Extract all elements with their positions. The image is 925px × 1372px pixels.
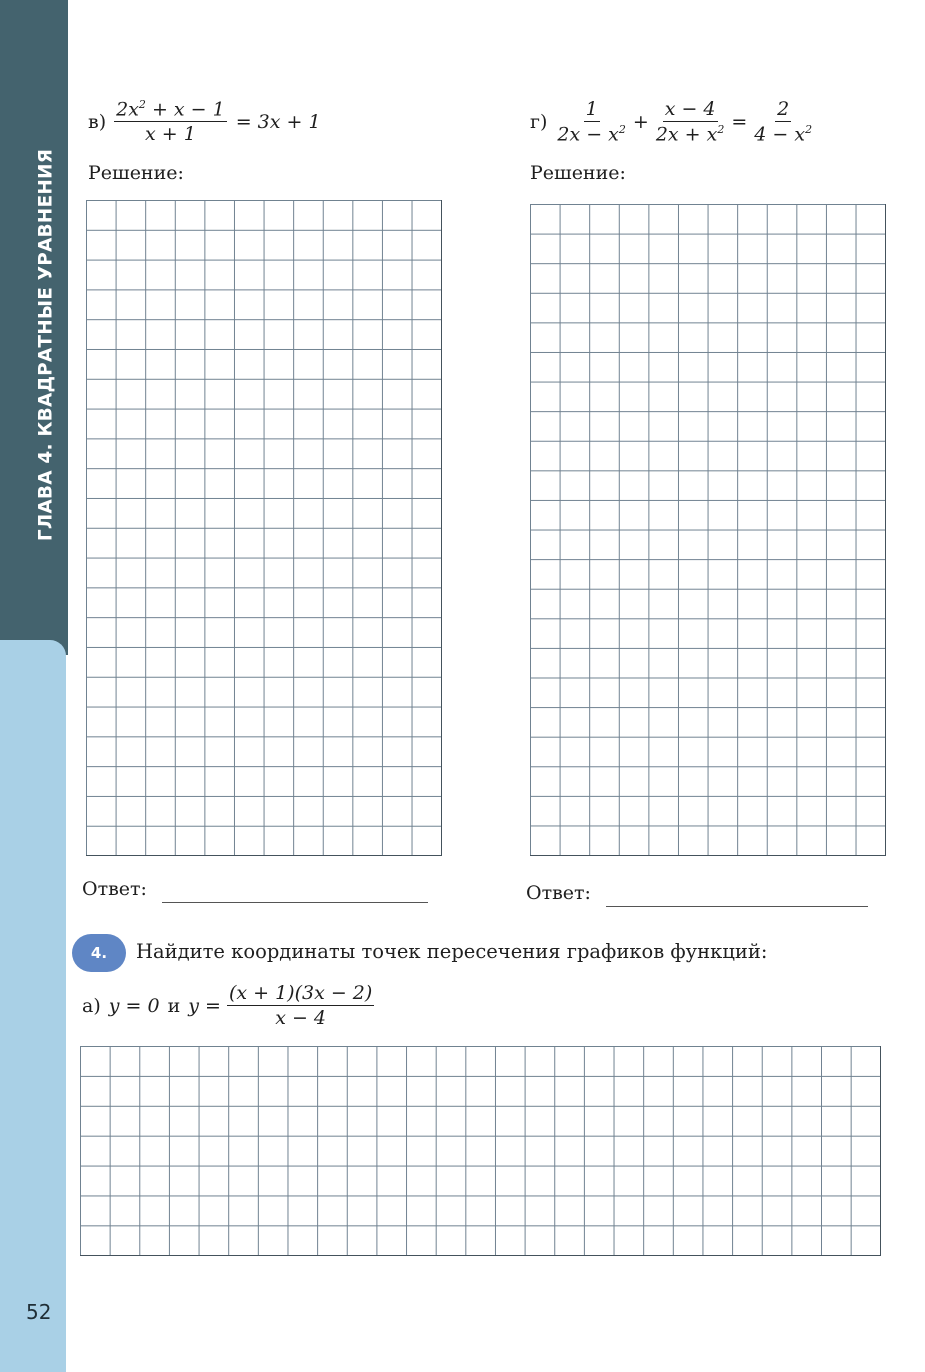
fraction-3 bbox=[752, 98, 814, 145]
solution-grid-v[interactable] bbox=[86, 200, 442, 856]
fraction-denominator: $2x + x^2$ bbox=[655, 123, 725, 146]
task-letter: в) bbox=[88, 110, 107, 133]
answer-label-v: Ответ: bbox=[82, 878, 147, 900]
answer-field-g[interactable] bbox=[606, 906, 868, 907]
function-fraction bbox=[227, 982, 374, 1029]
solution-grid-4a[interactable] bbox=[80, 1046, 881, 1256]
conjunction: и bbox=[167, 994, 181, 1017]
solution-grid-g[interactable] bbox=[530, 204, 886, 856]
chapter-sidebar bbox=[0, 0, 68, 655]
fraction-denominator: $2x - x^2$ bbox=[557, 123, 626, 146]
sidebar-lower-band bbox=[0, 640, 66, 1372]
fraction-numerator: 1 bbox=[585, 98, 598, 120]
fraction-1 bbox=[555, 98, 628, 145]
fraction bbox=[114, 98, 227, 145]
equation-v bbox=[88, 98, 321, 145]
fraction-numerator: (x + 1)(3x − 2) bbox=[228, 982, 373, 1004]
solution-label-g: Решение: bbox=[530, 162, 626, 184]
y-equals: y = bbox=[188, 994, 221, 1017]
fraction-denominator: x + 1 bbox=[145, 123, 196, 146]
equals-sign: = bbox=[235, 110, 252, 133]
fraction-2 bbox=[654, 98, 727, 145]
equals-sign: = bbox=[731, 110, 748, 133]
chapter-title: ГЛАВА 4. КВАДРАТНЫЕ УРАВНЕНИЯ bbox=[35, 148, 57, 542]
page-number: 52 bbox=[26, 1300, 52, 1324]
fraction-numerator: 2 bbox=[777, 98, 790, 120]
right-hand-side: 3x + 1 bbox=[257, 110, 321, 133]
equation-g bbox=[530, 98, 817, 145]
fraction-denominator: $4 - x^2$ bbox=[754, 123, 813, 146]
task-letter: а) bbox=[82, 994, 101, 1017]
fraction-denominator: x − 4 bbox=[275, 1007, 327, 1029]
solution-label-v: Решение: bbox=[88, 162, 184, 184]
task-letter: г) bbox=[530, 110, 548, 133]
answer-label-g: Ответ: bbox=[526, 882, 591, 904]
task-4a-equation bbox=[82, 982, 377, 1029]
fraction-numerator: x − 4 bbox=[664, 98, 716, 120]
plus-sign: + bbox=[632, 110, 649, 133]
answer-field-v[interactable] bbox=[162, 902, 428, 903]
task-4-text: Найдите координаты точек пересечения графиков функций: bbox=[136, 940, 768, 963]
y-equals-zero: y = 0 bbox=[108, 994, 160, 1017]
task-number-badge: 4. bbox=[72, 934, 126, 972]
fraction-numerator: $2x^2 + x - 1$ bbox=[116, 98, 225, 121]
